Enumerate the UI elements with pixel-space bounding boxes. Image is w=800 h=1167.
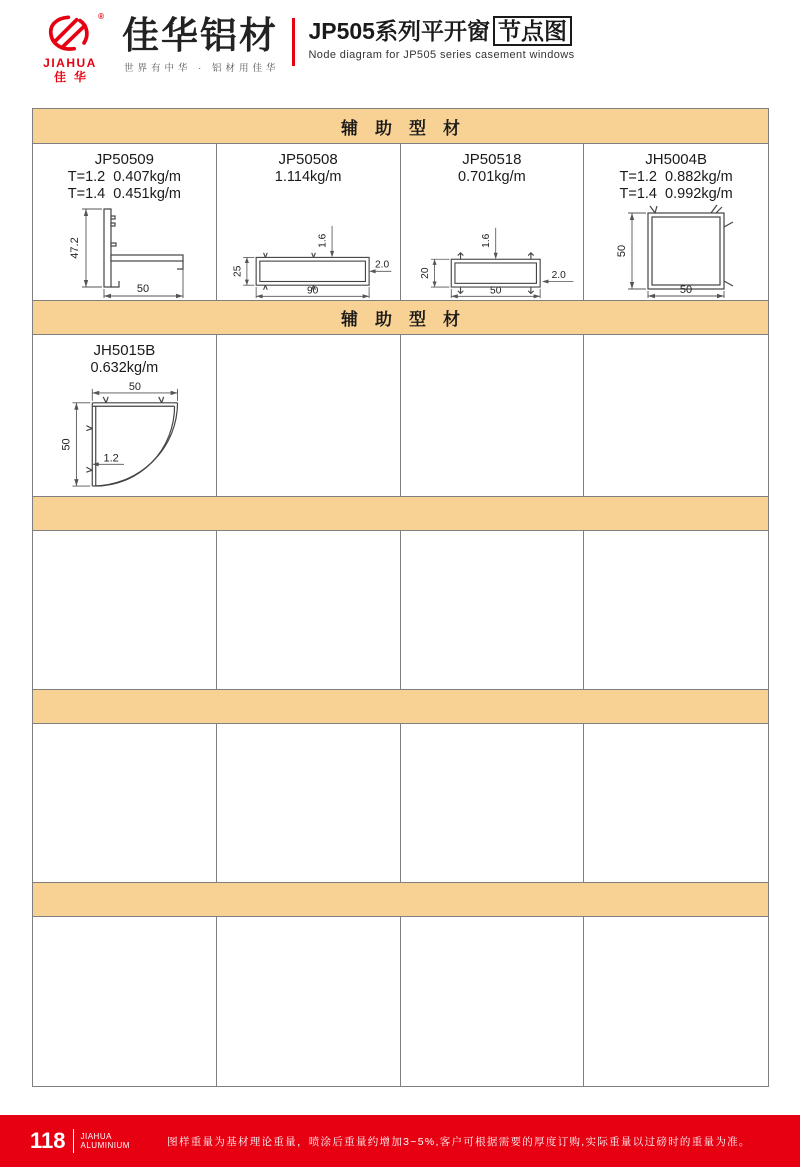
profile-drawing-jh5015b bbox=[33, 381, 216, 496]
dim-height: 20 bbox=[419, 267, 431, 279]
profile-weight: 0.632kg/m bbox=[90, 360, 159, 376]
empty-row-1 bbox=[33, 531, 768, 689]
empty-cell bbox=[584, 335, 768, 496]
footer-brand-line1: JIAHUA bbox=[80, 1132, 112, 1141]
empty-cell bbox=[584, 917, 768, 1086]
profile-weight: T=1.2 0.407kg/m bbox=[67, 169, 181, 185]
profile-row-2 bbox=[33, 335, 768, 496]
profile-drawing-jh5004b bbox=[584, 203, 768, 299]
brand-tagline: 世界有中华 · 铝材用佳华 bbox=[124, 63, 280, 74]
empty-cell bbox=[33, 724, 217, 882]
dim-height: 47.2 bbox=[69, 237, 82, 259]
empty-cell bbox=[401, 335, 585, 496]
empty-cell bbox=[217, 724, 401, 882]
profile-weight: 0.701kg/m bbox=[458, 169, 526, 185]
page-number: 118 bbox=[30, 1128, 66, 1153]
footer-divider bbox=[73, 1129, 74, 1153]
brand-name: 佳华铝材 bbox=[122, 15, 278, 56]
empty-cell bbox=[401, 724, 585, 882]
dim-height: 25 bbox=[232, 265, 244, 277]
empty-cell bbox=[401, 917, 585, 1086]
dim-width: 50 bbox=[680, 284, 693, 296]
catalog-table bbox=[32, 108, 769, 1087]
profile-weight: T=1.4 0.992kg/m bbox=[619, 186, 733, 202]
brand-logo bbox=[26, 14, 114, 85]
empty-cell bbox=[217, 335, 401, 496]
profile-cell-jh5004b bbox=[584, 144, 768, 300]
dim-width: 50 bbox=[137, 283, 150, 295]
profile-weight: T=1.2 0.882kg/m bbox=[619, 169, 733, 185]
empty-cell bbox=[584, 724, 768, 882]
dim-width: 50 bbox=[489, 285, 502, 297]
empty-cell bbox=[584, 531, 768, 689]
profile-cell-jh5015b bbox=[33, 335, 217, 496]
section-header-4 bbox=[33, 689, 768, 724]
profile-code: JH5015B bbox=[93, 342, 156, 359]
footer-brand bbox=[81, 1132, 130, 1150]
profile-code: JP50509 bbox=[94, 151, 154, 168]
page-title-boxed: 节点图 bbox=[493, 16, 572, 46]
section-header-5 bbox=[33, 882, 768, 917]
page-title bbox=[308, 16, 574, 46]
profile-cell-jp50509 bbox=[33, 144, 217, 300]
section-title: 辅助型材 bbox=[341, 310, 477, 329]
dim-height: 50 bbox=[616, 244, 629, 258]
empty-row-2 bbox=[33, 724, 768, 882]
logo-brand-cn: 佳华 bbox=[53, 70, 94, 84]
profile-drawing-jp50518 bbox=[401, 200, 584, 300]
dim-height: 50 bbox=[60, 438, 73, 451]
section-header-1 bbox=[33, 109, 768, 144]
profile-cell-jp50508 bbox=[217, 144, 401, 300]
dim-wall: 1.2 bbox=[103, 452, 120, 465]
profile-code: JP50518 bbox=[462, 151, 522, 168]
dim-wall-top: 1.6 bbox=[317, 233, 329, 248]
empty-cell bbox=[217, 917, 401, 1086]
footer-note: 图样重量为基材理论重量，喷涂后重量约增加3~5%,客户可根据需要的厚度订购,实际重量以过磅时的重量为准。 bbox=[167, 1135, 751, 1148]
dim-wall-side: 2.0 bbox=[551, 269, 566, 281]
profile-drawing-jp50508 bbox=[217, 200, 400, 300]
jiahua-logo-icon bbox=[44, 14, 96, 52]
page-header bbox=[26, 14, 574, 85]
empty-cell bbox=[401, 531, 585, 689]
empty-cell bbox=[33, 917, 217, 1086]
section-title: 辅助型材 bbox=[341, 118, 477, 138]
header-divider bbox=[292, 18, 295, 66]
dim-wall-side: 2.0 bbox=[375, 259, 390, 271]
empty-cell bbox=[33, 531, 217, 689]
page-title-main: JP505系列平开窗 bbox=[308, 18, 490, 44]
dim-width: 50 bbox=[129, 381, 142, 393]
logo-brand-en: JIAHUA bbox=[43, 56, 97, 70]
page-footer bbox=[0, 1115, 800, 1167]
profile-code: JP50508 bbox=[278, 151, 338, 168]
dim-width: 90 bbox=[307, 285, 319, 297]
section-header-3 bbox=[33, 496, 768, 531]
registered-mark: ® bbox=[98, 12, 104, 21]
section-header-2 bbox=[33, 300, 768, 335]
profile-row-1 bbox=[33, 144, 768, 300]
profile-code: JH5004B bbox=[645, 151, 707, 168]
profile-weight: T=1.4 0.451kg/m bbox=[67, 186, 181, 202]
dim-wall-top: 1.6 bbox=[481, 233, 493, 248]
page-title-en: Node diagram for JP505 series casement windows bbox=[308, 49, 575, 61]
empty-row-3 bbox=[33, 917, 768, 1086]
profile-weight: 1.114kg/m bbox=[274, 169, 342, 185]
footer-brand-line2: ALUMINIUM bbox=[80, 1141, 130, 1150]
profile-cell-jp50518 bbox=[401, 144, 585, 300]
profile-drawing-jp50509 bbox=[33, 203, 216, 299]
empty-cell bbox=[217, 531, 401, 689]
